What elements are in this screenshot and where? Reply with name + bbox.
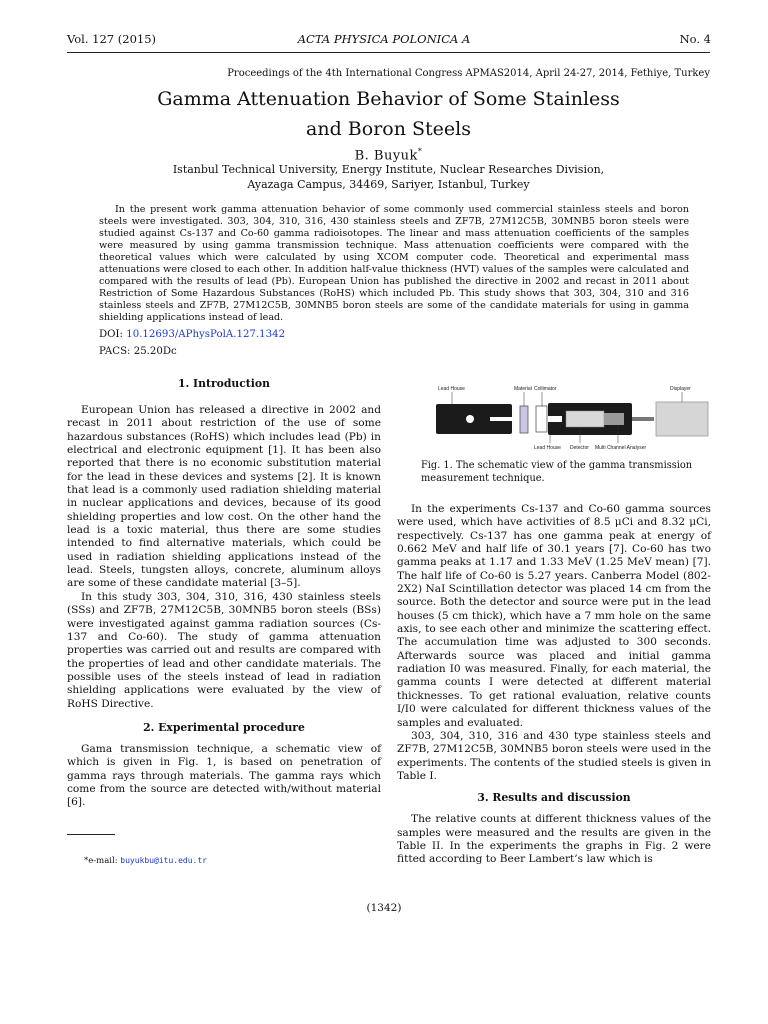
label-displayer: Displayer [670,386,691,392]
section-heading-results: 3. Results and discussion [477,791,631,805]
signal-cable [632,417,654,421]
abstract: In the present work gamma attenuation behavior of some commonly used commercial stainless steels and boron steels were investigated. 303, 304, 310, 316, 430 stainless steels and ZF7B, 27M12C5B, 30MNB5 boron steels were studied against Cs-137 and Co-60 gamma radioisotopes. The linear and mass attenuation coefficients of the samples were measured by using gamma transmission technique. Mass attenuation coefficients were compared with the theoretical values which were calculated by using XCOM computer code. Theoretical and experimental mass attenuations were closed to each other. In addition half-value thickness (HVT) values of the samples were calculated and compared with the results of lead (Pb). European Union has published the directive in 2002 and recast in 2011 about Restriction of Some Hazardous Substances (RoHS) which included Pb. This study shows that 303, 304, 310 and 316 stainless steels and ZF7B, 27M12C5B, 30MNB5 boron steels are some of the candidate materials for using in gamma shielding applications instead of lead. [99,204,689,323]
footnote-label: *e-mail: [84,856,118,866]
label-collimator: Collimator [534,386,557,392]
source-icon [466,415,474,423]
results-paragraph-1: The relative counts at different thickness values of the samples were measured and the results are given in the Table II. In the experiments the graphs in Fig. 2 were fitted according to Beer Lambert’s law which is [397,813,711,866]
label-mca: Multi Channel Analyser [595,445,647,451]
author-name: B. Buyuk [354,148,418,164]
doi-line [99,328,285,342]
right-column [397,503,711,867]
label-detector: Detector [570,445,589,451]
paper-title [67,84,710,144]
footnote-email[interactable]: buyukbu@itu.edu.tr [120,856,207,865]
pacs-line: PACS: 25.20Dc [99,346,177,357]
page-number: (1342) [366,902,402,914]
doi-link[interactable]: 10.12693/APhysPolA.127.1342 [126,329,286,340]
affiliation-line-1: Istanbul Technical University, Energy Institute, Nuclear Researches Division, [172,163,605,176]
issue-label: No. 4 [679,32,711,46]
left-column [67,377,381,810]
affiliation-line-2: Ayazaga Campus, 34469, Sariyer, Istanbul, Turkey [247,178,530,191]
footnote-rule [67,834,115,835]
figure-1-schematic [430,383,712,453]
label-lead-house-bottom: Lead House [534,445,561,451]
section-heading-introduction: 1. Introduction [178,377,270,390]
affiliation [67,162,710,192]
methods-paragraph-1: In the experiments Cs-137 and Co-60 gamma sources were used, which have activities of 8.5 μCi and 8.32 μCi, respectively. Cs-137 has one gamma peak at energy of 0.662 MeV and half life of 30.1 years [7]. Co-60 has two gamma peaks at 1.17 and 1.33 MeV (1.25 MeV mean) [7]. The half life of Co-60 is 5.27 years. Canberra Model (802-2X2) NaI Scintillation detector was placed 14 cm from the source. Both the detector and source were put in the lead houses (5 cm thick), which have a 7 mm hole on the same axis, to see each other and minimize the scattering effect. The accumulation time was adjusted to 300 seconds. Afterwards source was placed and initial gamma radiation I0 was measured. Finally, for each material, the gamma counts I were detected at different material thicknesses. To get rational evaluation, relative counts I/I0 were calculated for different thickness values of the samples and evaluated. [397,503,711,729]
doi-label: DOI: [99,329,123,340]
detector-crystal [566,411,604,427]
source-hole [490,417,512,421]
detector-hole [548,416,562,422]
collimator [536,406,547,432]
intro-paragraph-1: European Union has released a directive in 2002 and recast in 2011 about restriction of the use of some hazardous substances (RoHS) which includes lead (Pb) in electrical and electronic equipment [1]. It has been also reported that there is no economic substitution material for the lead in these devices and systems [2]. It is known that lead is a commonly used radiation shielding material in nuclear applications and devices, because of its good shielding properties and low cost. On the other hand the lead is a toxic material, thus there are some studies intended to find alternative materials, which could be used in radiation shielding applications instead of the lead. Steels, tungsten alloys, concrete, aluminum alloys are some of these candidate material [3–5]. [67,404,381,590]
figure-1-caption: Fig. 1. The schematic view of the gamma transmission measurement technique. [421,460,693,484]
material-sample [520,406,528,433]
journal-name: ACTA PHYSICA POLONICA A [297,32,471,46]
proceedings-line: Proceedings of the 4th International Congress APMAS2014, April 24-27, 2014, Fethiye, Turkey [227,68,710,79]
detector-pmt [604,413,624,425]
label-lead-house-top: Lead House [438,386,465,392]
volume-label: Vol. 127 (2015) [67,32,157,46]
label-material: Material [514,386,532,392]
methods-paragraph-2: 303, 304, 310, 316 and 430 type stainless steels and ZF7B, 27M12C5B, 30MNB5 boron steels were used in the experiments. The contents of the studied steels is given in Table I. [397,729,711,782]
section-heading-experimental: 2. Experimental procedure [143,720,305,734]
author-mark: * [417,147,423,156]
title-line-1: Gamma Attenuation Behavior of Some Stainless [157,88,620,110]
intro-paragraph-2: In this study 303, 304, 310, 316, 430 stainless steels (SSs) and ZF7B, 27M12C5B, 30MNB5 boron steels (BSs) were investigated against gamma radiation sources (Cs-137 and Co-60). The study of gamma attenuation properties was carried out and results are compared with the properties of lead and other candidate materials. The possible uses of the steels instead of lead in radiation shielding applications were evaluated by the view of RoHS Directive. [67,590,381,710]
title-line-2: and Boron Steels [306,118,471,140]
header-rule [67,52,710,53]
displayer [656,402,708,436]
footnote [84,855,207,867]
experimental-paragraph-1: Gama transmission technique, a schematic view of which is given in Fig. 1, is based on penetration of gamma rays through materials. The gamma rays which come from the source are detected with/without material [6]. [67,742,381,809]
